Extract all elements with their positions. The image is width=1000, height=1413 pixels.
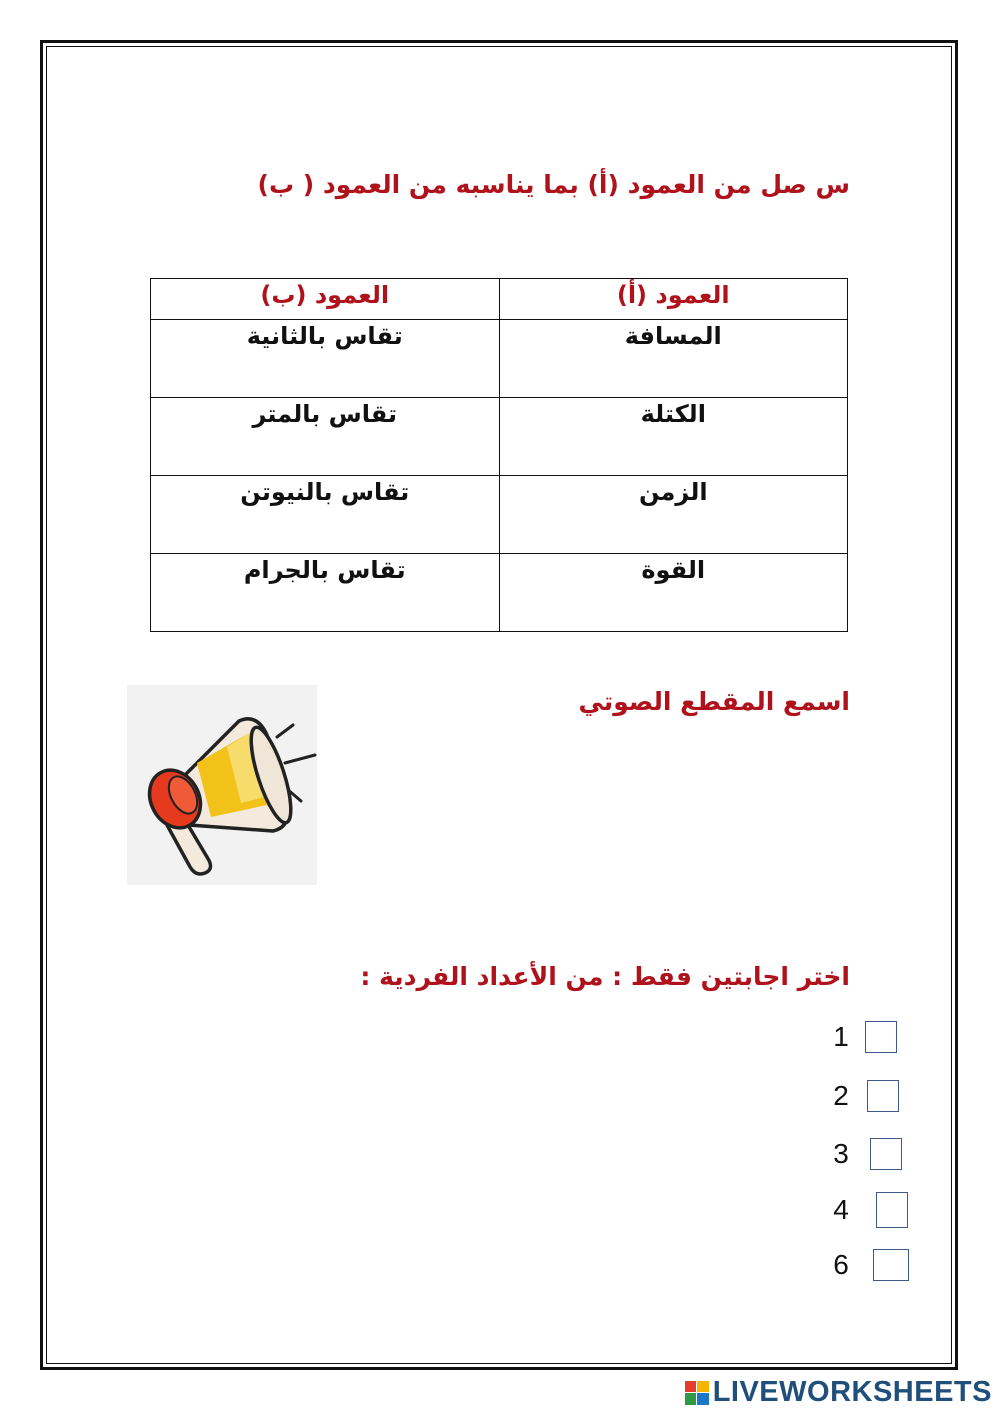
option-3: [826, 1138, 902, 1170]
option-6: [826, 1249, 909, 1281]
column-a-item[interactable]: الزمن: [499, 476, 848, 554]
megaphone-icon[interactable]: [127, 685, 317, 885]
option-label: 2: [833, 1080, 849, 1111]
column-b-item[interactable]: تقاس بالثانية: [151, 320, 500, 398]
matching-question-title: س صل من العمود (أ) بما يناسبه من العمود ( ب): [257, 170, 850, 199]
option-checkbox[interactable]: [865, 1021, 897, 1053]
option-1: [826, 1021, 897, 1053]
column-a-header: العمود (أ): [499, 279, 848, 320]
table-row: [151, 476, 848, 554]
table-header-row: [151, 279, 848, 320]
multiple-choice-question-title: اختر اجابتين فقط : من الأعداد الفردية :: [360, 962, 850, 991]
option-label: 4: [833, 1194, 849, 1225]
liveworksheets-logo-icon: [685, 1381, 709, 1405]
table-row: [151, 398, 848, 476]
column-a-item[interactable]: المسافة: [499, 320, 848, 398]
option-checkbox[interactable]: [876, 1192, 908, 1228]
column-a-item[interactable]: القوة: [499, 554, 848, 632]
table-row: [151, 554, 848, 632]
column-b-item[interactable]: تقاس بالجرام: [151, 554, 500, 632]
option-label: 3: [833, 1138, 849, 1169]
option-4: [826, 1192, 908, 1228]
brand-name: LIVEWORKSHEETS: [712, 1376, 992, 1408]
audio-instruction-title: اسمع المقطع الصوتي: [578, 687, 850, 716]
column-b-item[interactable]: تقاس بالنيوتن: [151, 476, 500, 554]
column-a-item[interactable]: الكتلة: [499, 398, 848, 476]
matching-table: [150, 278, 848, 632]
option-label: 6: [833, 1249, 849, 1280]
column-b-header: العمود (ب): [151, 279, 500, 320]
option-checkbox[interactable]: [873, 1249, 909, 1281]
option-checkbox[interactable]: [867, 1080, 899, 1112]
table-row: [151, 320, 848, 398]
option-checkbox[interactable]: [870, 1138, 902, 1170]
column-b-item[interactable]: تقاس بالمتر: [151, 398, 500, 476]
liveworksheets-brand[interactable]: [685, 1376, 992, 1409]
option-label: 1: [833, 1021, 849, 1052]
option-2: [826, 1080, 899, 1112]
